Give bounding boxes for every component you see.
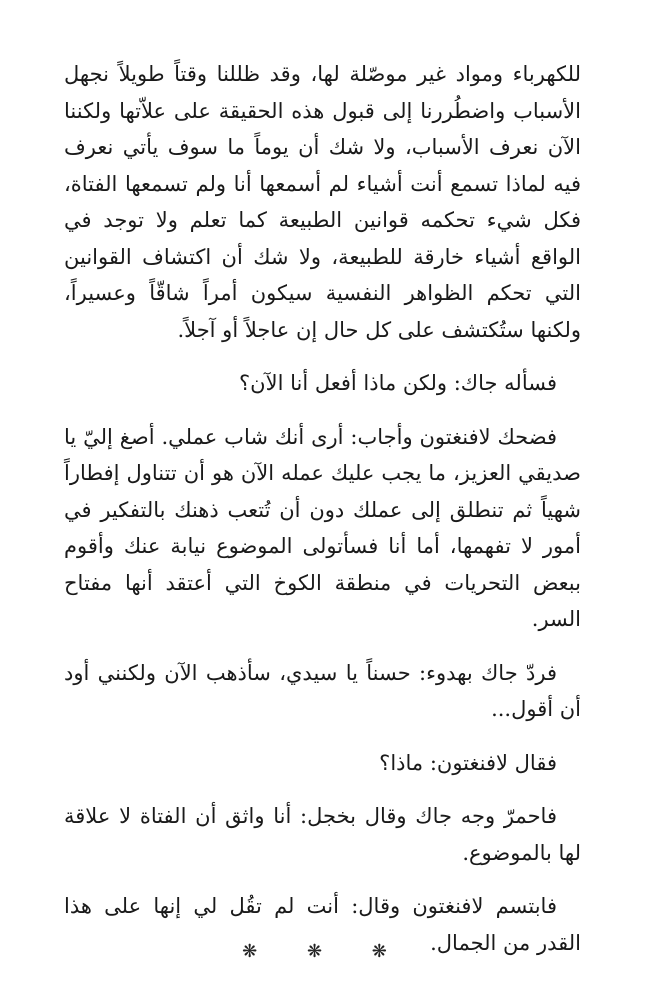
paragraph-1: للكهرباء ومواد غير موصّلة لها، وقد ظللنا وقتاً طويلاً نجهل الأسباب واضطُررنا إلى قبول هذه الحقيقة على علاّتها ولكننا الآن نعرف الأسباب، ولا شك أن يوماً ما سوف يأتي نعرف فيه لماذا تسمع أنت أشياء لم أسمعها أنا ولم تسمعها الفتاة، فكل شيء تحكمه قوانين الطبيعة كما تعلم ولا توجد في الواقع أشياء خارقة للطبيعة، ولا شك أن اكتشاف القوانين التي تحكم الظواهر النفسية سيكون أمراً شاقّاً وعسيراً، ولكنها ستُكتشف على كل حال إن عاجلاً أو آجلاً. [64,62,581,342]
paragraph-4: فردّ جاك بهدوء: حسناً يا سيدي، سأذهب الآن ولكنني أود أن أقول... [64,660,581,721]
paragraph-6: فاحمرّ وجه جاك وقال بخجل: أنا واثق أن الفتاة لا علاقة لها بالموضوع. [64,804,581,865]
paragraph-2: فسأله جاك: ولكن ماذا أفعل أنا الآن؟ [239,371,557,395]
paragraph-5: فقال لافنغتون: ماذا؟ [379,750,557,775]
book-page-text [64,56,581,961]
section-break-ornament: ❋ ❋ ❋ [242,941,409,962]
paragraph-7: فابتسم لافنغتون وقال: أنت لم تقُل لي إنها على هذا القدر من الجمال. [64,894,581,955]
paragraph-3: فضحك لافنغتون وأجاب: أرى أنك شاب عملي. أصغ إليّ يا صديقي العزيز، ما يجب عليك عمله الآن هو أن تتناول إفطاراً شهياً ثم تنطلق إلى عملك دون أن تُتعب ذهنك بالتفكير في أمور لا تفهمها، أما أنا فسأتولى الموضوع نيابة عنك وأقوم ببعض التحريات في منطقة الكوخ التي أعتقد أنها مفتاح السر. [64,424,581,631]
